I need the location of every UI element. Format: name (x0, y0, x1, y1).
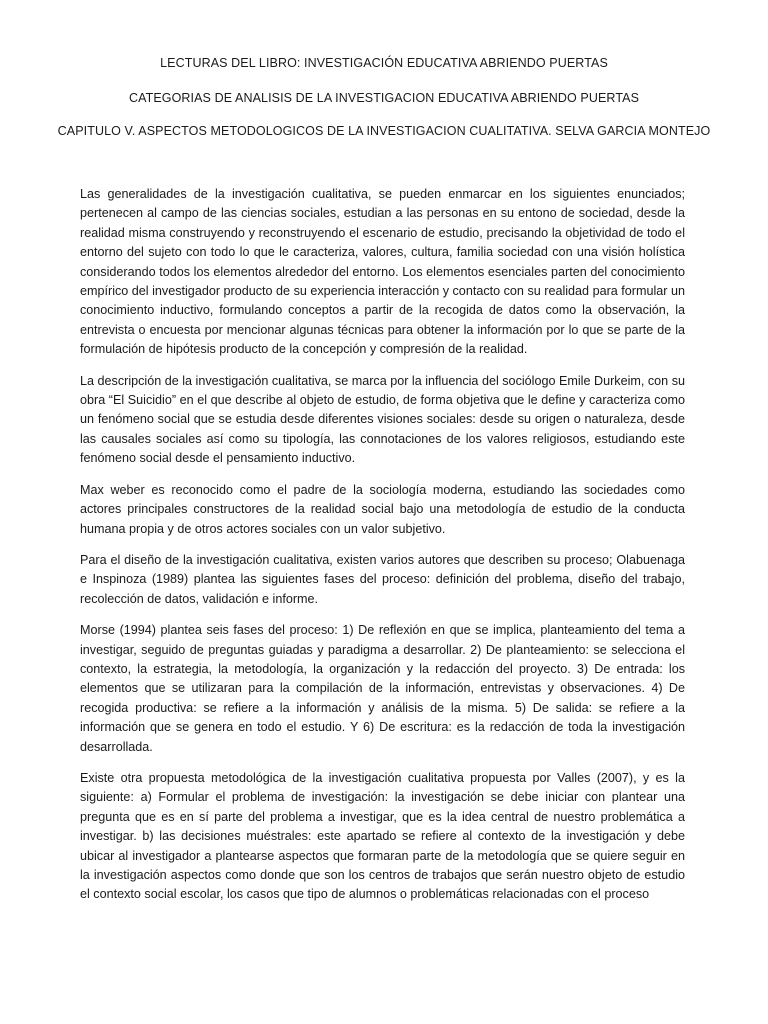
paragraph: Morse (1994) plantea seis fases del proceso: 1) De reflexión en que se implica, planteamiento del tema a investigar, seguido de preguntas guiadas y paradigma a desarrollar. 2) De planteamiento: se selecciona el contexto, la estrategia, la metodología, la organización y la redacción del proyecto. 3) De entrada: los elementos que se utilizaran para la compilación de la información, entrevistas y observaciones. 4) De recogida productiva: se refiere a la información y análisis de la misma. 5) De salida: se refiere a la información que se genera en todo el estudio. Y 6) De escritura: es la redacción de toda la investigación desarrollada. (80, 623, 685, 754)
book-title-heading: LECTURAS DEL LIBRO: INVESTIGACIÓN EDUCATIVA ABRIENDO PUERTAS (160, 56, 608, 70)
paragraph: Max weber es reconocido como el padre de la sociología moderna, estudiando las sociedades como actores principales constructores de la realidad social bajo una metodología de estudio de la conducta humana propia y de otros actores sociales con un valor subjetivo. (80, 482, 685, 536)
paragraph: Para el diseño de la investigación cualitativa, existen varios autores que describen su proceso; Olabuenaga e Inspinoza (1989) plantea las siguientes fases del proceso: definición del problema, diseño del trabajo, recolección de datos, validación e informe. (80, 552, 685, 606)
chapter-heading: CAPITULO V. ASPECTOS METODOLOGICOS DE LA INVESTIGACION CUALITATIVA. SELVA GARCIA MONTEJO (57, 124, 711, 138)
categories-heading: CATEGORIAS DE ANALISIS DE LA INVESTIGACION EDUCATIVA ABRIENDO PUERTAS (128, 91, 640, 105)
paragraph: Existe otra propuesta metodológica de la investigación cualitativa propuesta por Valles (2007), y es la siguiente: a) Formular el problema de investigación: la investigación se debe iniciar con plantear una pregunta que es en sí parte del problema a investigar, que es la idea central de nuestro problemática a investigar. b) las decisiones muéstrales: este apartado se refiere al contexto de la investigación y debe ubicar al investigador a plantearse aspectos que formaran parte de la metodología que se quiere seguir en la investigación aspectos como donde que son los centros de trabajos que serán nuestro objeto de estudio el contexto social escolar, los casos que tipo de alumnos o problemáticas relacionadas con el proceso (80, 770, 685, 902)
document-body (80, 185, 685, 917)
paragraph: Las generalidades de la investigación cualitativa, se pueden enmarcar en los siguientes enunciados; pertenecen al campo de las ciencias sociales, estudian a las personas en su entono de sociedad, desde la realidad misma construyendo y reconstruyendo el escenario de estudio, precisando la objetividad de todo el entorno del sujeto con todo lo que le caracteriza, valores, cultura, familia sociedad con una visión holística considerando todos los elementos alrededor del entorno. Los elementos esenciales parten del conocimiento empírico del investigador producto de su experiencia interacción y contacto con su realidad para formular un conocimiento inductivo, formulando conceptos a partir de la recogida de datos como la observación, la entrevista o encuesta por mencionar algunas técnicas para obtener la información por lo que se parte de la formulación de hipótesis producto de la concepción y compresión de la realidad. (80, 187, 685, 357)
paragraph: La descripción de la investigación cualitativa, se marca por la influencia del sociólogo Emile Durkeim, con su obra “El Suicidio” en el que describe al objeto de estudio, de forma objetiva que le define y caracteriza como un fenómeno social que se estudia desde diferentes visiones sociales: desde su origen o naturaleza, desde las causales sociales así como su tipología, las connotaciones de los valores religiosos, estudiando este fenómeno social desde el pensamiento inductivo. (80, 373, 685, 466)
